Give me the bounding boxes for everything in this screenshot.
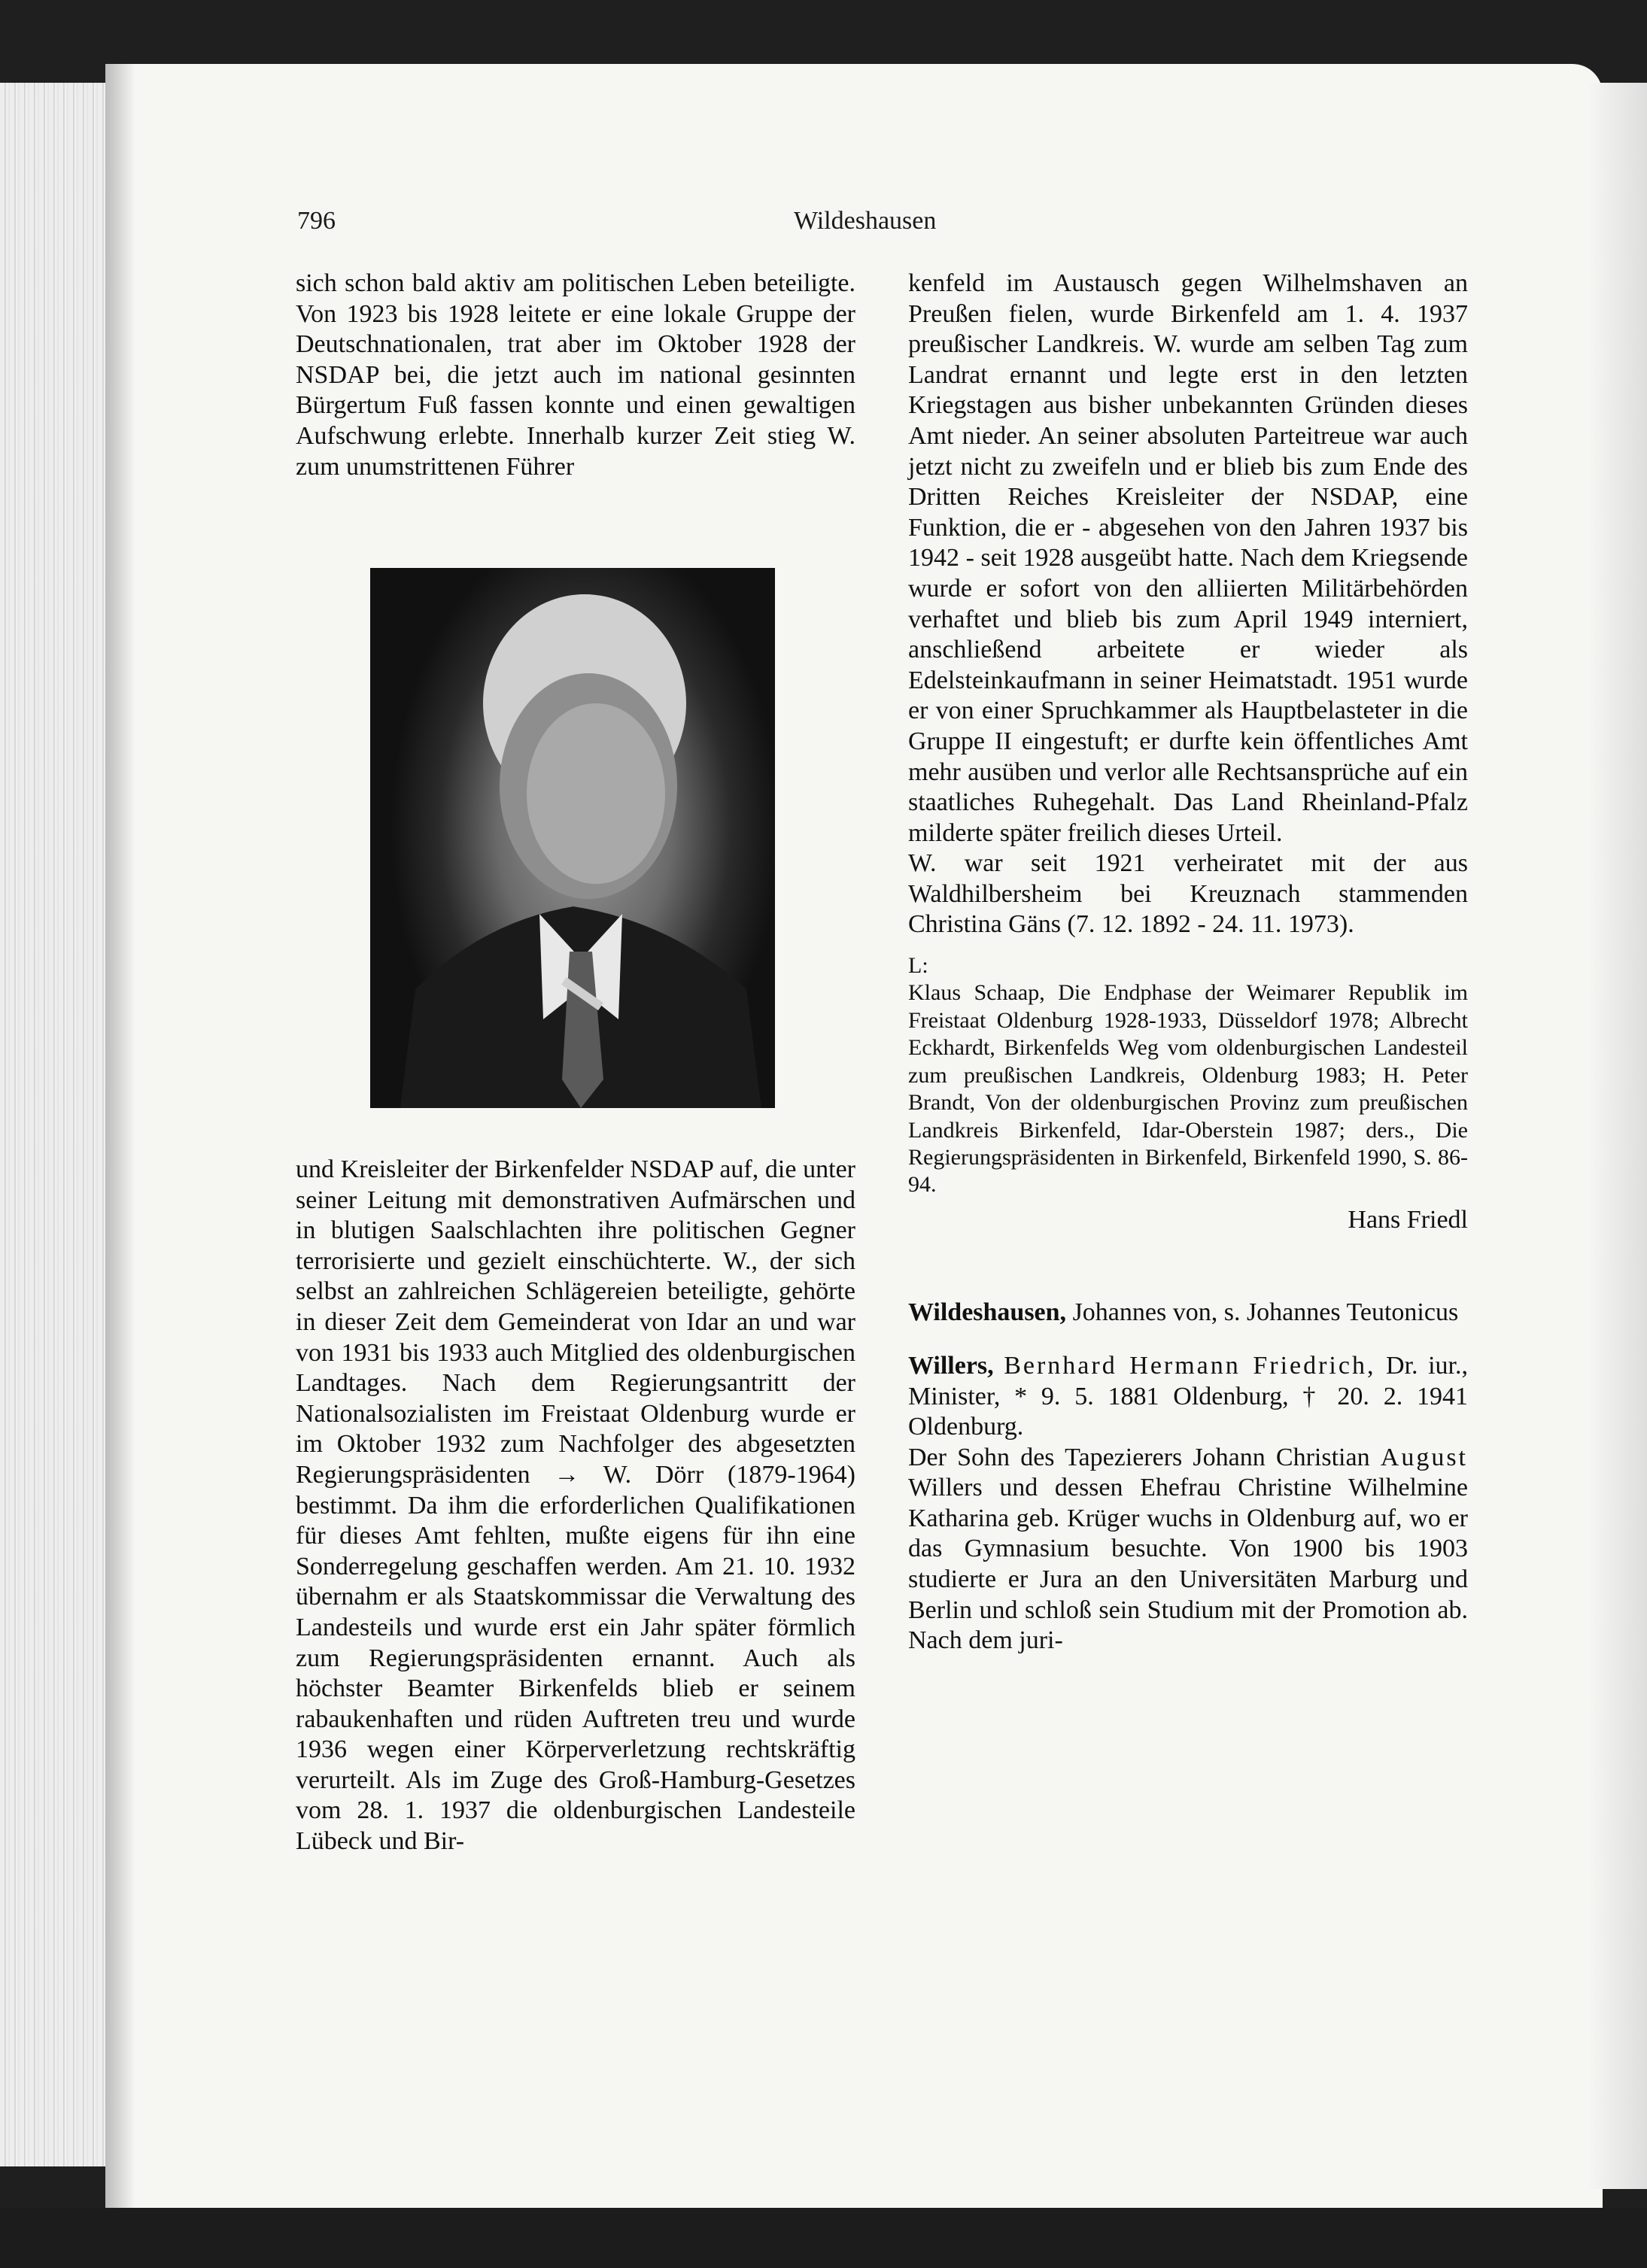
book-page-edges — [0, 83, 113, 2166]
entry-willers-bio — [908, 1443, 1468, 1656]
entry-willers-bio-a: Der Sohn des Tapezierers Johann Christian — [908, 1443, 1370, 1471]
author-signature: Hans Friedl — [1348, 1205, 1468, 1234]
literature-text: Klaus Schaap, Die Endphase der Weimarer Republik im Freistaat Oldenburg 1928-1933, Düsseldorf 1978; Albrecht Eckhardt, Birkenfelds Weg vom oldenburgischen Landesteil zum preußischen Landkreis, Oldenburg 1983; H. Peter Brandt, Von der oldenburgischen Provinz zum preußischen Landkreis Birkenfeld, Idar-Oberstein 1987; ders., Die Regierungspräsidenten in Birkenfeld, Birkenfeld 1990, S. 86-94. — [908, 980, 1468, 1198]
right-para-2: W. war seit 1921 verheiratet mit der aus Waldhilbersheim bei Kreuznach stammenden Christina Gäns (7. 12. 1892 - 24. 11. 1973). — [908, 849, 1468, 939]
entry-willers-head: Willers, — [908, 1351, 994, 1380]
page-right-shadow — [1588, 83, 1647, 2189]
entry-willers-dates: Dr. iur., Minister, * 9. 5. 1881 Oldenburg, † 20. 2. 1941 Oldenburg. — [908, 1351, 1468, 1441]
literature-label: L: — [908, 953, 928, 979]
right-para-1: kenfeld im Austausch gegen Wilhelmshaven an Preußen fielen, wurde Birkenfeld am 1. 4. 1937 preußischer Landkreis. W. wurde am selben Tag zum Landrat ernannt und legte erst in den letzten Kriegstagen aus bisher unbekannten Gründen dieses Amt nieder. An seiner absoluten Parteitreue war auch jetzt nicht zu zweifeln und er blieb bis zum Ende des Dritten Reiches Kreisleiter der NSDAP, eine Funktion, die er - abgesehen von den Jahren 1937 bis 1942 - seit 1928 ausgeübt hatte. Nach dem Kriegsende wurde er sofort von den alliierten Militärbehörden verhaftet und blieb bis zum April 1949 interniert, anschließend arbeitete er wieder als Edelsteinkaufmann in seiner Heimatstadt. 1951 wurde er von einer Spruchkammer als Hauptbelasteter in die Gruppe II eingestuft; er durfte kein öffentliches Amt mehr ausüben und verlor alle Rechtsansprüche auf ein staatliches Ruhegehalt. Das Land Rheinland-Pfalz milderte später freilich dieses Urteil. — [908, 269, 1468, 847]
entry-willers-names: Bernhard Hermann Friedrich, — [1004, 1351, 1376, 1380]
entry-wildeshausen — [908, 1298, 1468, 1328]
left-column-top — [296, 269, 855, 482]
left-text-bottom: und Kreisleiter der Birkenfelder NSDAP auf, die unter seiner Leitung mit demonstrativen Aufmärschen und in blutigen Saalschlachten ihre politischen Gegner terrorisierte und gezielt einschüchterte. W., der sich selbst an zahlreichen Schlägereien beteiligte, gehörte in dieser Zeit dem Gemeinderat von Idar an und war von 1931 bis 1933 auch Mitglied des oldenburgischen Landtages. Nach dem Regierungsantritt der Nationalsozialisten im Freistaat Oldenburg wurde er im Oktober 1932 zum Nachfolger des abgesetzten Regierungspräsidenten → W. Dörr (1879-1964) bestimmt. Da ihm die erforderlichen Qualifikationen für dieses Amt fehlten, mußte eigens für ihn eine Sonderregelung geschaffen werden. Am 21. 10. 1932 übernahm er als Staatskommissar die Verwaltung des Landesteils und wurde erst ein Jahr später förmlich zum Regierungspräsidenten ernannt. Auch als höchster Beamter Birkenfelds blieb er seinem rabaukenhaften und rüden Auftreten treu und wurde 1936 wegen einer Körperverletzung rechtskräftig verurteilt. Als im Zuge des Groß-Hamburg-Gesetzes vom 28. 1. 1937 die oldenburgischen Landesteile Lübeck und Bir- — [296, 1155, 855, 1856]
entry-willers-bio-spaced: August — [1380, 1443, 1468, 1471]
portrait-figure — [370, 568, 775, 1108]
entry-wildeshausen-text: Johannes von, s. Johannes Teutonicus — [1072, 1298, 1459, 1327]
page-gutter-shadow — [105, 64, 135, 2215]
left-text-top: sich schon bald aktiv am politischen Leben beteiligte. Von 1923 bis 1928 leitete er eine lokale Gruppe der Deutschnationalen, trat aber im Oktober 1928 der NSDAP bei, die jetzt auch im national gesinnten Bürgertum Fuß fassen konnte und einen gewaltigen Aufschwung erlebte. Innerhalb kurzer Zeit stieg W. zum unumstrittenen Führer — [296, 269, 855, 481]
entry-wildeshausen-head: Wildeshausen, — [908, 1298, 1067, 1327]
portrait-photo — [370, 568, 775, 1108]
left-column-bottom — [296, 1155, 855, 1857]
page-number: 796 — [297, 207, 336, 235]
entry-willers — [908, 1351, 1468, 1443]
entry-willers-bio-b: Willers und dessen Ehefrau Christine Wilhelmine Katharina geb. Krüger wuchs in Oldenburg auf, wo er das Gymnasium besuchte. Von 1900 bis 1903 studierte er Jura an den Universitäten Marburg und Berlin und schloß sein Studium mit der Promotion ab. Nach dem juri- — [908, 1474, 1468, 1655]
scan-background — [0, 2208, 1647, 2268]
running-title: Wildeshausen — [794, 207, 937, 235]
right-column — [908, 269, 1468, 1656]
